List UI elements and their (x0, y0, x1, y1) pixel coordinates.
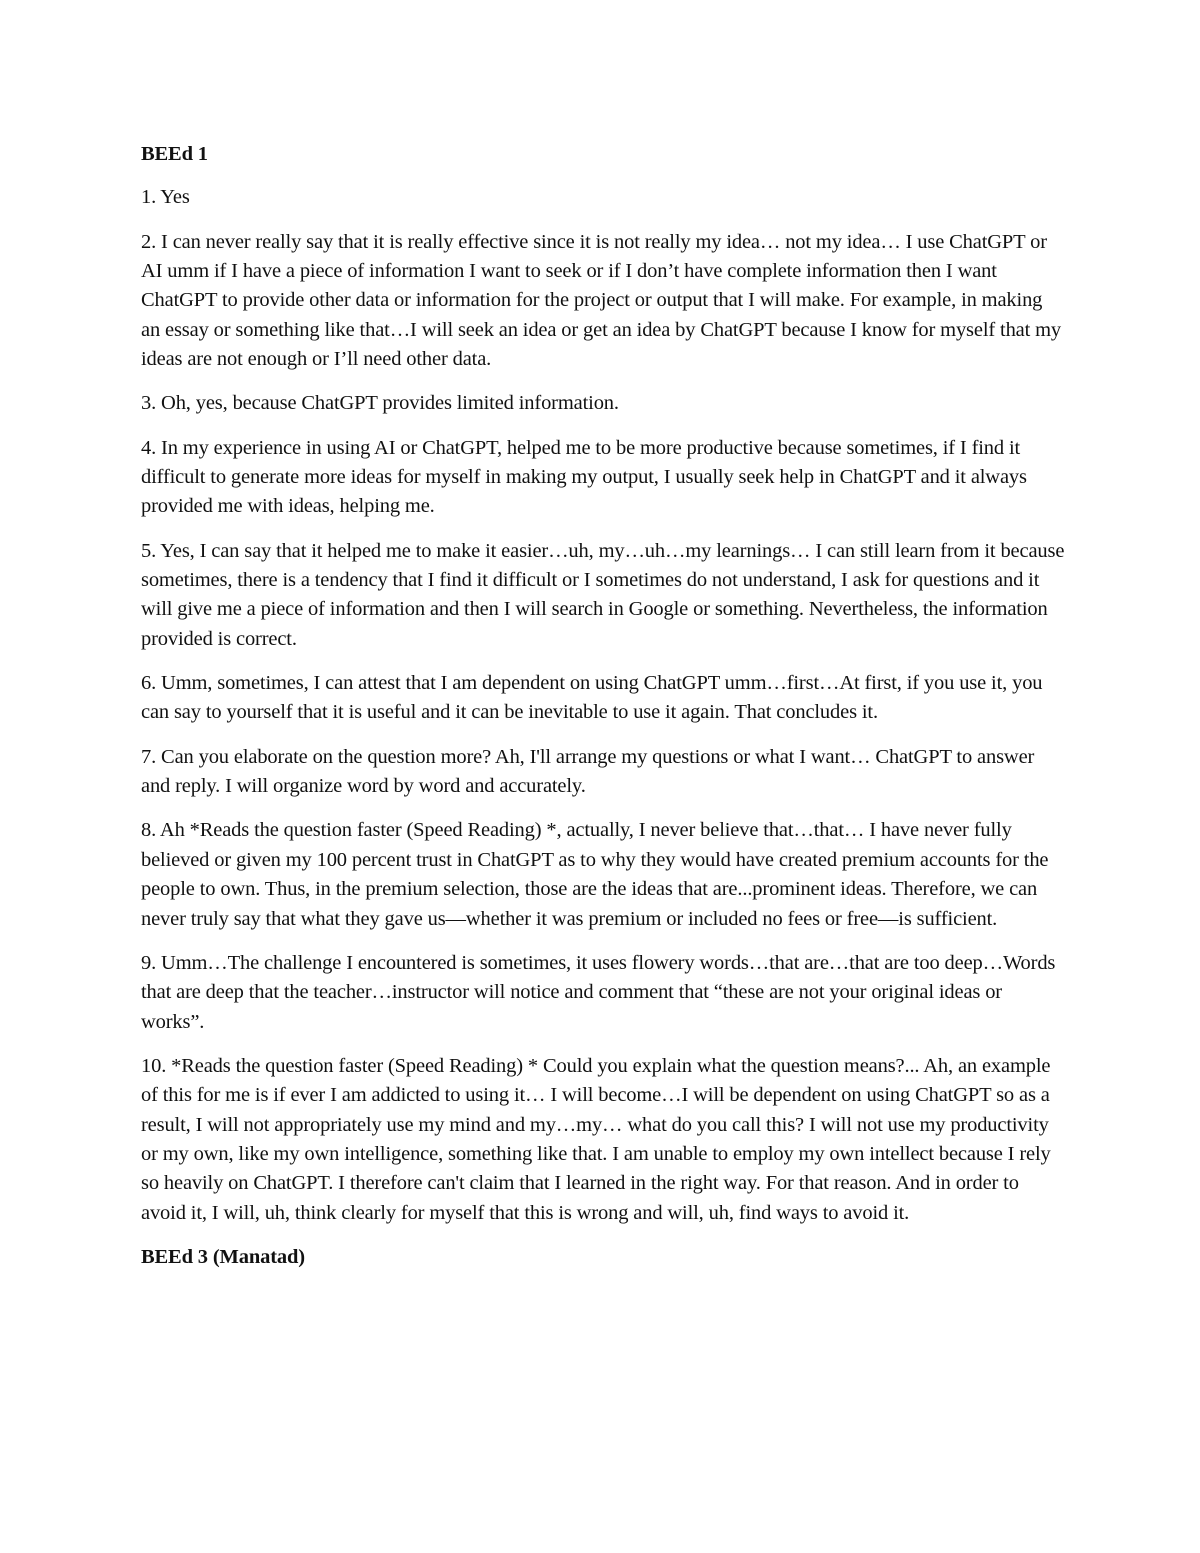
section-heading-beed-1: BEEd 1 (141, 143, 208, 165)
answer-2: 2. I can never really say that it is really effective since it is not really my idea… not my idea… I use ChatGPT or AI umm if I have a piece of information I want to seek or if I don’t have complete information then I want ChatGPT to provide other data or information for the project or output that I will make. For example, in making an essay or something like that…I will seek an idea or get an idea by ChatGPT because I know for myself that my ideas are not enough or I’ll need other data. (141, 230, 1062, 371)
answer-6: 6. Umm, sometimes, I can attest that I am dependent on using ChatGPT umm…first…At first, if you use it, you can say to yourself that it is useful and it can be inevitable to use it again. That concludes it. (141, 672, 1043, 724)
answer-10: 10. *Reads the question faster (Speed Reading) * Could you explain what the question means?... Ah, an example of this for me is if ever I am addicted to using it… I will become…I will be dependent on using ChatGPT so as a result, I will not appropriately use my mind and my…my… what do you call this? I will not use my productivity or my own, like my own intelligence, something like that. I am unable to employ my own intellect because I rely so heavily on ChatGPT. I therefore can't claim that I learned in the right way. For that reason. And in order to avoid it, I will, uh, think clearly for myself that this is wrong and will, uh, find ways to avoid it. (141, 1054, 1051, 1224)
answer-1: 1. Yes (141, 186, 190, 209)
answer-8: 8. Ah *Reads the question faster (Speed Reading) *, actually, I never believe that…that… I have never fully believed or given my 100 percent trust in ChatGPT as to why they would have created premium accounts for the people to own. Thus, in the premium selection, those are the ideas that are...prominent ideas. Therefore, we can never truly say that what they gave us—whether it was premium or included no fees or free—is sufficient. (141, 819, 1049, 930)
answer-5: 5. Yes, I can say that it helped me to make it easier…uh, my…uh…my learnings… I can still learn from it because sometimes, there is a tendency that I find it difficult or I sometimes do not understand, I ask for questions and it will give me a piece of information and then I will search in Google or something. Nevertheless, the information provided is correct. (141, 539, 1065, 650)
answer-3: 3. Oh, yes, because ChatGPT provides limited information. (141, 392, 619, 415)
document-body (141, 140, 1066, 1272)
section-heading-beed-3: BEEd 3 (Manatad) (141, 1245, 305, 1268)
answer-9: 9. Umm…The challenge I encountered is sometimes, it uses flowery words…that are…that are too deep…Words that are deep that the teacher…instructor will notice and comment that “these are not your original ideas or works”. (141, 951, 1056, 1033)
answer-7: 7. Can you elaborate on the question more? Ah, I'll arrange my questions or what I want… ChatGPT to answer and reply. I will organize word by word and accurately. (141, 745, 1035, 798)
answer-4: 4. In my experience in using AI or ChatGPT, helped me to be more productive because sometimes, if I find it difficult to generate more ideas for myself in making my output, I usually seek help in ChatGPT and it always provided me with ideas, helping me. (141, 436, 1027, 518)
